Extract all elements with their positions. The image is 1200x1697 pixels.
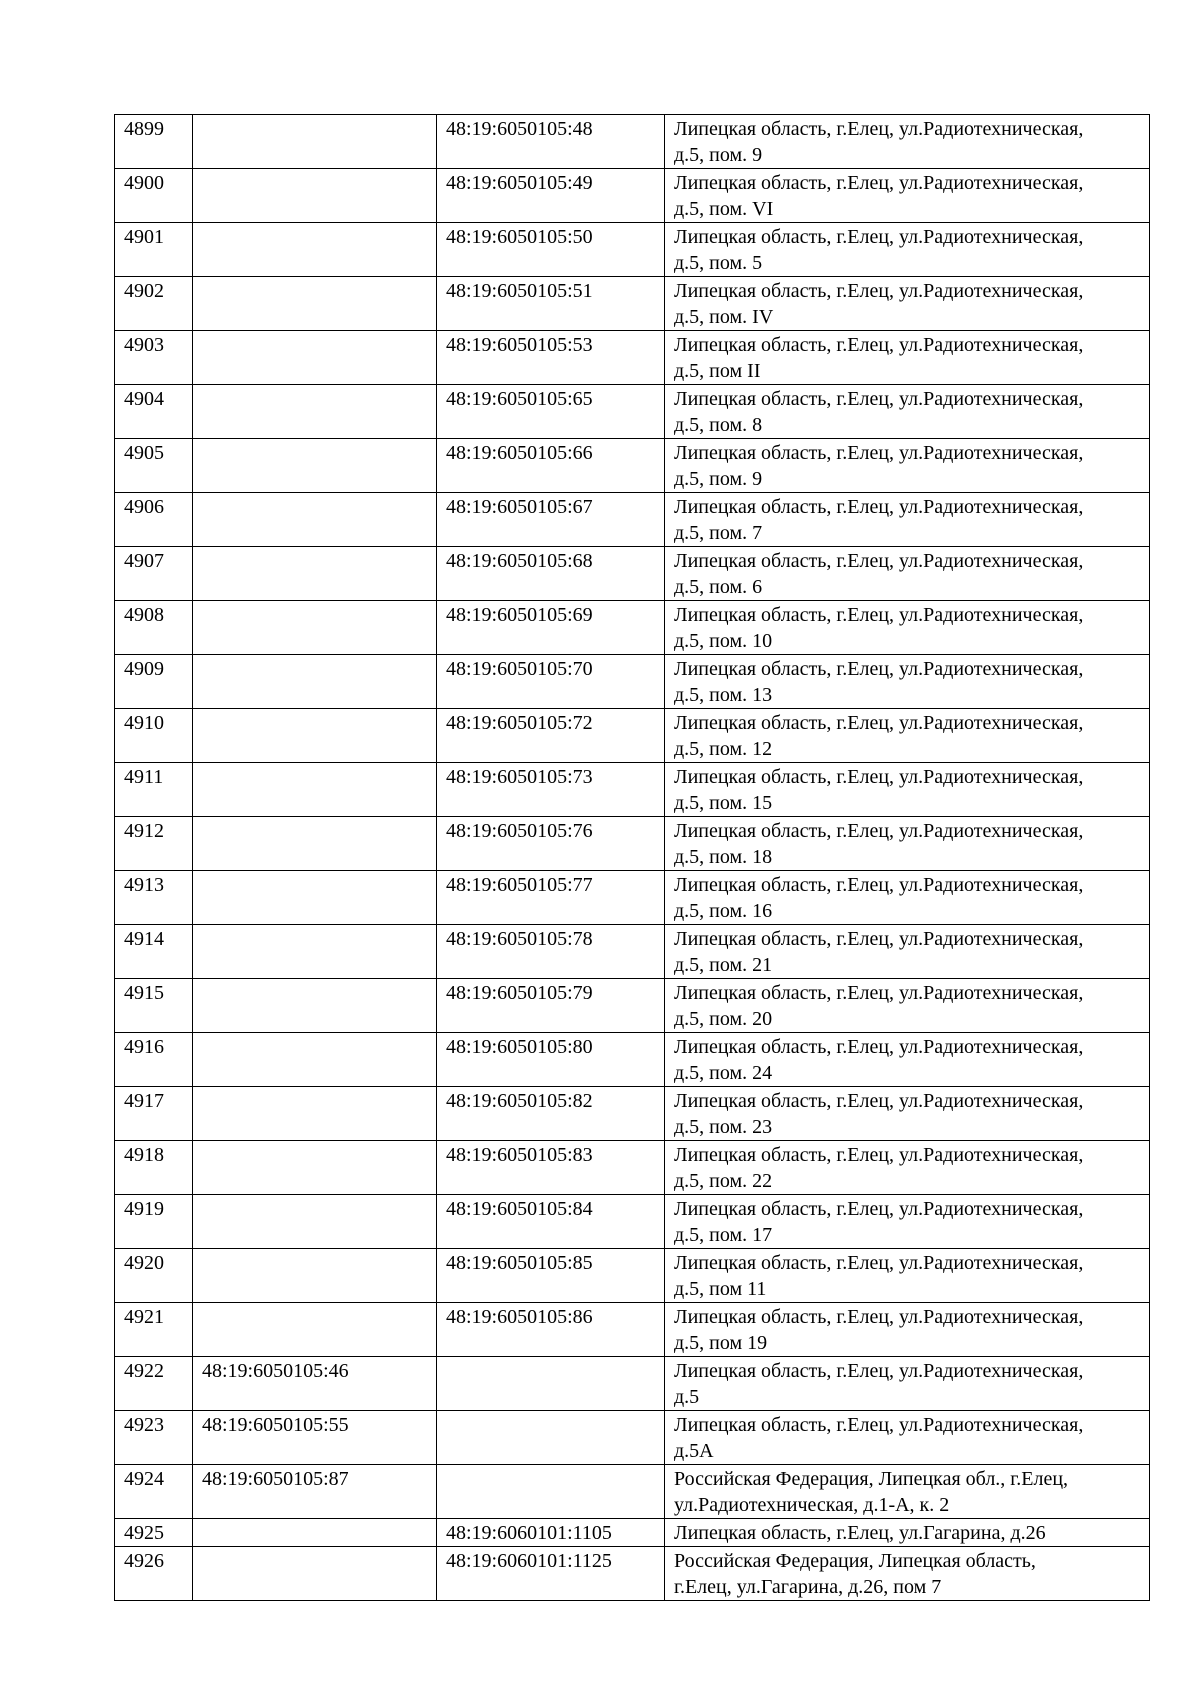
- table-row: [115, 547, 1150, 601]
- address-line-2: д.5: [674, 1386, 700, 1408]
- row-number-cell: 4919: [115, 1195, 193, 1249]
- row-number-cell: 4907: [115, 547, 193, 601]
- address-line-1: Липецкая область, г.Елец, ул.Радиотехническая,: [674, 442, 1084, 464]
- address-cell: [665, 439, 1150, 493]
- row-number-cell: 4901: [115, 223, 193, 277]
- address-line-1: Липецкая область, г.Елец, ул.Радиотехническая,: [674, 1090, 1084, 1112]
- address-line-1: Липецкая область, г.Елец, ул.Радиотехническая,: [674, 1360, 1084, 1382]
- row-number-cell: 4905: [115, 439, 193, 493]
- building-cadastral-number-cell: 48:19:6050105:53: [437, 331, 665, 385]
- address-line-1: Липецкая область, г.Елец, ул.Радиотехническая,: [674, 658, 1084, 680]
- address-line-2: д.5, пом. VI: [674, 198, 774, 220]
- table-row: [115, 1249, 1150, 1303]
- row-number-cell: 4911: [115, 763, 193, 817]
- address-line-1: Липецкая область, г.Елец, ул.Радиотехническая,: [674, 226, 1084, 248]
- building-cadastral-number-cell: 48:19:6050105:66: [437, 439, 665, 493]
- building-cadastral-number-cell: 48:19:6050105:49: [437, 169, 665, 223]
- land-cadastral-number-cell: 48:19:6050105:55: [193, 1411, 437, 1465]
- table-row: [115, 763, 1150, 817]
- row-number-cell: 4902: [115, 277, 193, 331]
- land-cadastral-number-cell: [193, 169, 437, 223]
- row-number-cell: 4899: [115, 115, 193, 169]
- table-row: [115, 1087, 1150, 1141]
- table-row: [115, 709, 1150, 763]
- row-number-cell: 4926: [115, 1547, 193, 1601]
- land-cadastral-number-cell: [193, 439, 437, 493]
- table-row: [115, 817, 1150, 871]
- row-number-cell: 4915: [115, 979, 193, 1033]
- row-number-cell: 4906: [115, 493, 193, 547]
- building-cadastral-number-cell: 48:19:6050105:76: [437, 817, 665, 871]
- building-cadastral-number-cell: 48:19:6050105:69: [437, 601, 665, 655]
- building-cadastral-number-cell: 48:19:6050105:78: [437, 925, 665, 979]
- land-cadastral-number-cell: [193, 1141, 437, 1195]
- table-row: [115, 331, 1150, 385]
- address-line-2: д.5, пом. 17: [674, 1224, 773, 1246]
- table-row: [115, 979, 1150, 1033]
- address-line-2: д.5А: [674, 1440, 714, 1462]
- table-row: [115, 1357, 1150, 1411]
- address-cell: [665, 493, 1150, 547]
- table-row: [115, 223, 1150, 277]
- building-cadastral-number-cell: 48:19:6050105:51: [437, 277, 665, 331]
- building-cadastral-number-cell: 48:19:6050105:48: [437, 115, 665, 169]
- address-cell: [665, 1249, 1150, 1303]
- building-cadastral-number-cell: 48:19:6050105:72: [437, 709, 665, 763]
- row-number-cell: 4917: [115, 1087, 193, 1141]
- building-cadastral-number-cell: 48:19:6050105:67: [437, 493, 665, 547]
- table-row: [115, 439, 1150, 493]
- address-cell: [665, 1303, 1150, 1357]
- address-line-2: д.5, пом. 22: [674, 1170, 773, 1192]
- building-cadastral-number-cell: [437, 1357, 665, 1411]
- address-cell: [665, 547, 1150, 601]
- land-cadastral-number-cell: [193, 223, 437, 277]
- address-line-1: Липецкая область, г.Елец, ул.Радиотехническая,: [674, 334, 1084, 356]
- address-line-2: д.5, пом. 10: [674, 630, 773, 652]
- table-row: [115, 1519, 1150, 1547]
- address-line-2: д.5, пом. 18: [674, 846, 773, 868]
- address-line-2: г.Елец, ул.Гагарина, д.26, пом 7: [674, 1576, 942, 1598]
- address-cell: [665, 1033, 1150, 1087]
- address-line-2: д.5, пом. 9: [674, 144, 763, 166]
- address-line-1: Липецкая область, г.Елец, ул.Радиотехническая,: [674, 118, 1084, 140]
- address-line-2: д.5, пом. 12: [674, 738, 773, 760]
- land-cadastral-number-cell: [193, 1519, 437, 1547]
- land-cadastral-number-cell: 48:19:6050105:87: [193, 1465, 437, 1519]
- address-cell: [665, 331, 1150, 385]
- table-row: [115, 1303, 1150, 1357]
- address-line-1: Липецкая область, г.Елец, ул.Радиотехническая,: [674, 820, 1084, 842]
- address-line-1: Липецкая область, г.Елец, ул.Радиотехническая,: [674, 550, 1084, 572]
- row-number-cell: 4913: [115, 871, 193, 925]
- land-cadastral-number-cell: [193, 1033, 437, 1087]
- row-number-cell: 4909: [115, 655, 193, 709]
- address-cell: [665, 1087, 1150, 1141]
- address-line-2: д.5, пом II: [674, 360, 761, 382]
- building-cadastral-number-cell: [437, 1411, 665, 1465]
- address-line-2: д.5, пом. 20: [674, 1008, 773, 1030]
- land-cadastral-number-cell: [193, 115, 437, 169]
- address-line-2: д.5, пом. 8: [674, 414, 763, 436]
- row-number-cell: 4925: [115, 1519, 193, 1547]
- address-cell: [665, 1195, 1150, 1249]
- table-row: [115, 655, 1150, 709]
- row-number-cell: 4900: [115, 169, 193, 223]
- land-cadastral-number-cell: [193, 655, 437, 709]
- table-row: [115, 925, 1150, 979]
- table-row: [115, 115, 1150, 169]
- building-cadastral-number-cell: 48:19:6060101:1105: [437, 1519, 665, 1547]
- land-cadastral-number-cell: [193, 601, 437, 655]
- address-line-1: Липецкая область, г.Елец, ул.Радиотехническая,: [674, 1036, 1084, 1058]
- address-line-1: Российская Федерация, Липецкая область,: [674, 1550, 1036, 1572]
- land-cadastral-number-cell: [193, 709, 437, 763]
- row-number-cell: 4916: [115, 1033, 193, 1087]
- row-number-cell: 4910: [115, 709, 193, 763]
- address-cell: [665, 601, 1150, 655]
- address-line-1: Липецкая область, г.Елец, ул.Радиотехническая,: [674, 928, 1084, 950]
- registry-table: [114, 114, 1150, 1601]
- land-cadastral-number-cell: [193, 1195, 437, 1249]
- address-cell: [665, 925, 1150, 979]
- address-cell: [665, 709, 1150, 763]
- address-cell: [665, 817, 1150, 871]
- building-cadastral-number-cell: 48:19:6050105:80: [437, 1033, 665, 1087]
- building-cadastral-number-cell: 48:19:6050105:85: [437, 1249, 665, 1303]
- address-line-2: д.5, пом. 24: [674, 1062, 773, 1084]
- address-line-1: Липецкая область, г.Елец, ул.Радиотехническая,: [674, 1144, 1084, 1166]
- address-line-2: д.5, пом. 13: [674, 684, 773, 706]
- table-row: [115, 1411, 1150, 1465]
- row-number-cell: 4914: [115, 925, 193, 979]
- row-number-cell: 4924: [115, 1465, 193, 1519]
- table-row: [115, 1195, 1150, 1249]
- address-line-2: д.5, пом 11: [674, 1278, 767, 1300]
- address-cell: [665, 1465, 1150, 1519]
- land-cadastral-number-cell: [193, 817, 437, 871]
- land-cadastral-number-cell: [193, 1087, 437, 1141]
- address-line-2: ул.Радиотехническая, д.1-А, к. 2: [674, 1494, 950, 1516]
- address-line-1: Российская Федерация, Липецкая обл., г.Елец,: [674, 1468, 1069, 1490]
- address-line-1: Липецкая область, г.Елец, ул.Радиотехническая,: [674, 1414, 1084, 1436]
- address-line-1: Липецкая область, г.Елец, ул.Радиотехническая,: [674, 496, 1084, 518]
- land-cadastral-number-cell: [193, 925, 437, 979]
- building-cadastral-number-cell: 48:19:6050105:79: [437, 979, 665, 1033]
- building-cadastral-number-cell: 48:19:6050105:86: [437, 1303, 665, 1357]
- address-line-1: Липецкая область, г.Елец, ул.Радиотехническая,: [674, 388, 1084, 410]
- building-cadastral-number-cell: [437, 1465, 665, 1519]
- land-cadastral-number-cell: [193, 979, 437, 1033]
- address-cell: [665, 1141, 1150, 1195]
- land-cadastral-number-cell: 48:19:6050105:46: [193, 1357, 437, 1411]
- address-line-2: д.5, пом. 23: [674, 1116, 773, 1138]
- land-cadastral-number-cell: [193, 385, 437, 439]
- building-cadastral-number-cell: 48:19:6050105:68: [437, 547, 665, 601]
- land-cadastral-number-cell: [193, 871, 437, 925]
- table-row: [115, 1141, 1150, 1195]
- building-cadastral-number-cell: 48:19:6060101:1125: [437, 1547, 665, 1601]
- address-line-1: Липецкая область, г.Елец, ул.Радиотехническая,: [674, 712, 1084, 734]
- address-line-1: Липецкая область, г.Елец, ул.Радиотехническая,: [674, 1252, 1084, 1274]
- land-cadastral-number-cell: [193, 547, 437, 601]
- table-row: [115, 169, 1150, 223]
- table-row: [115, 493, 1150, 547]
- building-cadastral-number-cell: 48:19:6050105:82: [437, 1087, 665, 1141]
- address-cell: [665, 763, 1150, 817]
- address-line-2: д.5, пом 19: [674, 1332, 768, 1354]
- land-cadastral-number-cell: [193, 1547, 437, 1601]
- table-row: [115, 1547, 1150, 1601]
- address-cell: [665, 169, 1150, 223]
- address-cell: [665, 385, 1150, 439]
- building-cadastral-number-cell: 48:19:6050105:70: [437, 655, 665, 709]
- address-line-1: Липецкая область, г.Елец, ул.Радиотехническая,: [674, 1306, 1084, 1328]
- table-row: [115, 277, 1150, 331]
- land-cadastral-number-cell: [193, 763, 437, 817]
- building-cadastral-number-cell: 48:19:6050105:77: [437, 871, 665, 925]
- address-cell: [665, 655, 1150, 709]
- land-cadastral-number-cell: [193, 277, 437, 331]
- address-cell: [665, 115, 1150, 169]
- row-number-cell: 4912: [115, 817, 193, 871]
- address-cell: [665, 1519, 1150, 1547]
- row-number-cell: 4922: [115, 1357, 193, 1411]
- address-line-2: д.5, пом. IV: [674, 306, 774, 328]
- address-line-2: д.5, пом. 6: [674, 576, 763, 598]
- land-cadastral-number-cell: [193, 331, 437, 385]
- row-number-cell: 4904: [115, 385, 193, 439]
- building-cadastral-number-cell: 48:19:6050105:73: [437, 763, 665, 817]
- row-number-cell: 4908: [115, 601, 193, 655]
- table-row: [115, 871, 1150, 925]
- address-cell: [665, 277, 1150, 331]
- address-line-1: Липецкая область, г.Елец, ул.Гагарина, д.26: [674, 1522, 1046, 1544]
- address-line-2: д.5, пом. 7: [674, 522, 763, 544]
- address-line-1: Липецкая область, г.Елец, ул.Радиотехническая,: [674, 172, 1084, 194]
- row-number-cell: 4920: [115, 1249, 193, 1303]
- address-line-2: д.5, пом. 21: [674, 954, 773, 976]
- registry-table-body: [115, 115, 1150, 1601]
- building-cadastral-number-cell: 48:19:6050105:50: [437, 223, 665, 277]
- address-line-2: д.5, пом. 15: [674, 792, 773, 814]
- table-row: [115, 601, 1150, 655]
- row-number-cell: 4918: [115, 1141, 193, 1195]
- building-cadastral-number-cell: 48:19:6050105:83: [437, 1141, 665, 1195]
- address-line-2: д.5, пом. 16: [674, 900, 773, 922]
- land-cadastral-number-cell: [193, 493, 437, 547]
- table-row: [115, 1465, 1150, 1519]
- row-number-cell: 4923: [115, 1411, 193, 1465]
- address-line-2: д.5, пом. 5: [674, 252, 763, 274]
- building-cadastral-number-cell: 48:19:6050105:84: [437, 1195, 665, 1249]
- address-cell: [665, 1357, 1150, 1411]
- land-cadastral-number-cell: [193, 1249, 437, 1303]
- address-line-1: Липецкая область, г.Елец, ул.Радиотехническая,: [674, 1198, 1084, 1220]
- address-line-1: Липецкая область, г.Елец, ул.Радиотехническая,: [674, 280, 1084, 302]
- table-row: [115, 385, 1150, 439]
- address-line-1: Липецкая область, г.Елец, ул.Радиотехническая,: [674, 874, 1084, 896]
- address-cell: [665, 223, 1150, 277]
- address-line-1: Липецкая область, г.Елец, ул.Радиотехническая,: [674, 982, 1084, 1004]
- address-cell: [665, 979, 1150, 1033]
- row-number-cell: 4903: [115, 331, 193, 385]
- address-line-1: Липецкая область, г.Елец, ул.Радиотехническая,: [674, 604, 1084, 626]
- address-cell: [665, 1547, 1150, 1601]
- address-line-2: д.5, пом. 9: [674, 468, 763, 490]
- row-number-cell: 4921: [115, 1303, 193, 1357]
- address-line-1: Липецкая область, г.Елец, ул.Радиотехническая,: [674, 766, 1084, 788]
- address-cell: [665, 871, 1150, 925]
- table-row: [115, 1033, 1150, 1087]
- land-cadastral-number-cell: [193, 1303, 437, 1357]
- address-cell: [665, 1411, 1150, 1465]
- building-cadastral-number-cell: 48:19:6050105:65: [437, 385, 665, 439]
